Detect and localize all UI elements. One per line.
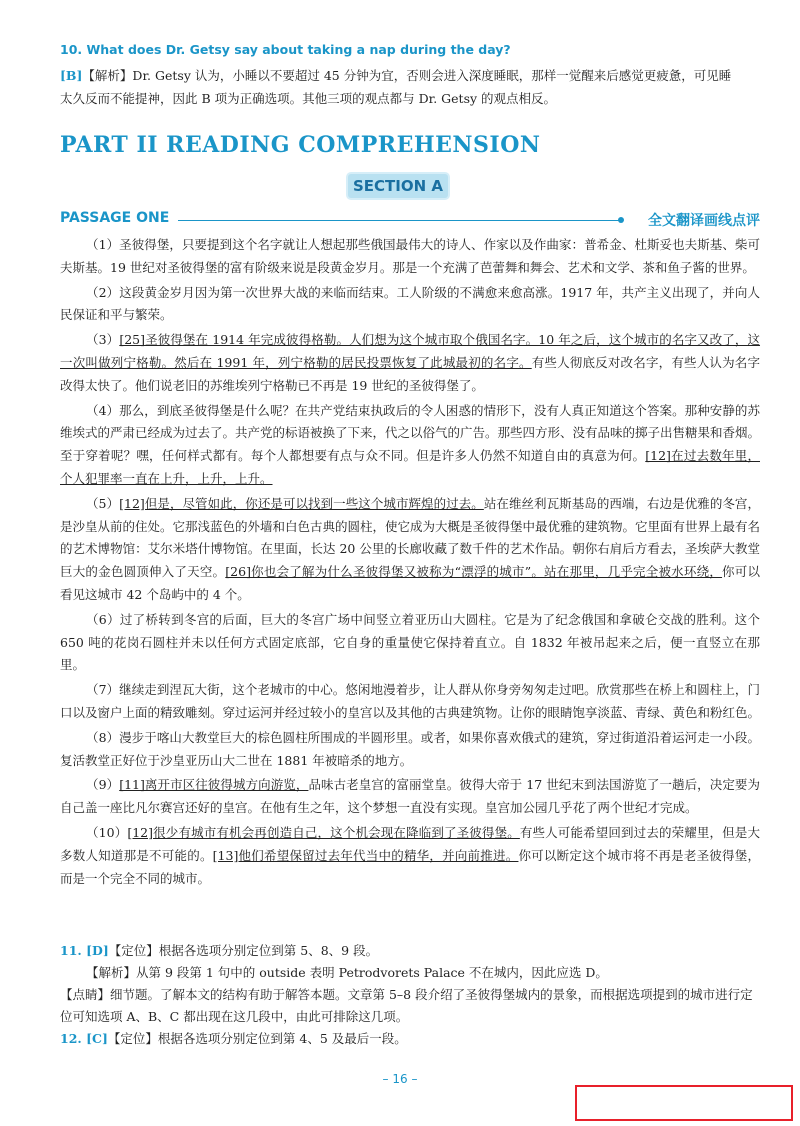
underlined-key-sentence: [11]离开市区往彼得城方向游览， xyxy=(119,777,309,793)
page-number: – 16 – xyxy=(382,1072,418,1086)
passage-label: PASSAGE ONE xyxy=(60,210,170,226)
part-title: PART II READING COMPREHENSION xyxy=(60,132,541,158)
explanation-line1: Dr. Getsy 认为，小睡以不要超过 45 分钟为宜，否则会进入深度睡眠，那样一觉醒来后感觉更疲惫，可见睡 xyxy=(132,68,732,83)
question-10-heading: 10. What does Dr. Getsy say about taking a nap during the day? xyxy=(60,42,511,57)
explanation-line2: 太久反而不能提神，因此 B 项为正确选项。其他三项的观点都与 Dr. Getsy 的观点相反。 xyxy=(60,91,557,106)
answer-11 xyxy=(60,940,760,1028)
underlined-key-sentence: [26]你也会了解为什么圣彼得堡又被称为“漂浮的城市”。站在那里，几乎完全被水环绕， xyxy=(225,564,723,580)
underlined-key-sentence: [12]在过去数年里，个人犯罪率一直在上升，上升，上升。 xyxy=(60,448,760,486)
answer-12-number: 12. [C] xyxy=(60,1031,108,1046)
divider-dot xyxy=(618,217,624,223)
paragraph-4: （4）那么，到底圣彼得堡是什么呢？在共产党结束执政后的令人困惑的情形下，没有人真正知道这个答案。那种安静的苏维埃式的严肃已经成为过去了。共产党的标语被换了下来，代之以俗气的广告。那些四方形、没有品味的掷子出售糖果和香烟。至于穿着呢？嘿，任何样式都有。每个人都想要有点与众不同。但是许多人仍然不知道自由的真意为何。[12]在过去数年里，个人犯罪率一直在上升，上升，上升。 xyxy=(60,402,761,486)
answer-12 xyxy=(60,1028,760,1050)
underlined-key-sentence: [12]但是，尽管如此，你还是可以找到一些这个城市辉煌的过去。 xyxy=(119,495,484,511)
passage-header xyxy=(60,210,760,232)
answer-11-analysis: 【解析】从第 9 段第 1 句中的 outside 表明 Petrodvorets Palace 不在城内，因此应选 D。 xyxy=(86,965,608,980)
underlined-key-sentence: [13]他们希望保留过去年代当中的精华，并向前推进。 xyxy=(212,847,519,863)
paragraph-5: （5）[12]但是，尽管如此，你还是可以找到一些这个城市辉煌的过去。站在维丝利瓦斯基岛的西端，右边是优雅的冬宫，是沙皇从前的住处。它那浅蓝色的外墙和白色古典的圆柱，使它成为大概是圣彼得堡中最优雅的建筑物。它里面有世界上最有名的艺术博物馆：艾尔米塔什博物馆。在里面，长达 20 公里的长廊收藏了数千件的艺术作品。朝你右肩后方看去，圣埃萨大教堂巨大的金色圆顶伸入了天空。[26]你也会了解为什么圣彼得堡又被称为“漂浮的城市”。站在那里，几乎完全被水环绕，你可以看见这城市 42 个岛屿中的 4 个。 xyxy=(60,495,761,602)
divider-rule xyxy=(178,220,622,221)
explanation-tag: 【解析】 xyxy=(82,68,133,83)
question-10-explanation xyxy=(60,64,760,110)
paragraph-8: （8）漫步于喀山大教堂巨大的棕色圆柱所围成的半圆形里。或者，如果你喜欢俄式的建筑，穿过街道沿着运河走一小段。复活教堂正好位于沙皇亚历山大二世在 1881 年被暗杀的地方。 xyxy=(60,729,760,768)
answer-11-number: 11. [D] xyxy=(60,943,109,958)
section-label: SECTION A xyxy=(348,174,448,198)
paragraph-10: （10）[12]很少有城市有机会再创造自己，这个机会现在降临到了圣彼得堡。有些人可能希望回到过去的荣耀里，但是大多数人知道那是不可能的。[13]他们希望保留过去年代当中的精华，并向前推进。你可以断定这个城市将不再是老圣彼得堡，而是一个完全不同的城市。 xyxy=(60,824,760,886)
paragraph-7: （7）继续走到涅瓦大街，这个老城市的中心。悠闲地漫着步，让人群从你身旁匆匆走过吧。欣赏那些在桥上和圆柱上，门口以及窗户上面的精致雕刻。穿过运河并经过较小的皇宫以及其他的古典建筑物。让你的眼睛饱享淡蓝、青绿、黄色和粉红色。 xyxy=(60,682,761,720)
translation-label: 全文翻译画线点评 xyxy=(648,213,760,229)
answer-11-tip: 【点睛】细节题。了解本文的结构有助于解答本题。文章第 5–8 段介绍了圣彼得堡城内的景象，而根据选项提到的城市进行定位可知选项 A、B、C 都出现在这几段中，由此可排除这几项。 xyxy=(60,987,753,1024)
paragraph-2: （2）这段黄金岁月因为第一次世界大战的来临而结束。工人阶级的不满愈来愈高涨。1917 年，共产主义出现了，并向人民保证和平与繁荣。 xyxy=(60,284,760,323)
answer-12-locate: 【定位】根据各选项分别定位到第 4、5 及最后一段。 xyxy=(107,1031,407,1046)
passage-body xyxy=(60,234,760,892)
underlined-key-sentence: [12]很少有城市有机会再创造自己，这个机会现在降临到了圣彼得堡。 xyxy=(127,824,520,840)
answer-tag: [B] xyxy=(60,68,83,83)
paragraph-1: （1）圣彼得堡，只要提到这个名字就让人想起那些俄国最伟大的诗人、作家以及作曲家：普希金、杜斯妥也夫斯基、柴可夫斯基。19 世纪对圣彼得堡的富有阶级来说是段黄金岁月。那是一个充满了芭蕾舞和舞会、艺术和文学、茶和鱼子酱的世界。 xyxy=(60,237,760,275)
answer-11-locate: 【定位】根据各选项分别定位到第 5、8、9 段。 xyxy=(108,943,379,958)
paragraph-9: （9）[11]离开市区往彼得城方向游览，品味古老皇宫的富丽堂皇。彼得大帝于 17 世纪末到法国游览了一趟后，决定要为自己盖一座比凡尔赛宫还好的皇宫。在他有生之年，这个梦想一直没有实现。皇宫加公园几乎花了两个世纪才完成。 xyxy=(60,777,760,816)
watermark-box xyxy=(575,1085,793,1121)
paragraph-3: （3）[25]圣彼得堡在 1914 年完成彼得格勒。人们想为这个城市取个俄国名字。10 年之后，这个城市的名字又改了，这一次叫做列宁格勒。然后在 1991 年，列宁格勒的居民投票恢复了此城最初的名字。有些人彻底反对改名字，有些人认为名字改得太快了。他们说老旧的苏维埃列宁格勒已不再是 19 世纪的圣彼得堡了。 xyxy=(60,332,761,393)
paragraph-6: （6）过了桥转到冬宫的后面，巨大的冬宫广场中间竖立着亚历山大圆柱。它是为了纪念俄国和拿破仑交战的胜利。这个 650 吨的花岗石圆柱并未以任何方式固定底部，它自身的重量使它保持着直立。自 1832 年被吊起来之后，便一直竖立在那里。 xyxy=(60,611,760,673)
underlined-key-sentence: [25]圣彼得堡在 1914 年完成彼得格勒。人们想为这个城市取个俄国名字。10 年之后，这个城市的名字又改了，这一次叫做列宁格勒。然后在 1991 年，列宁格勒的居民投票恢复了此城最初的名字。 xyxy=(60,332,761,370)
